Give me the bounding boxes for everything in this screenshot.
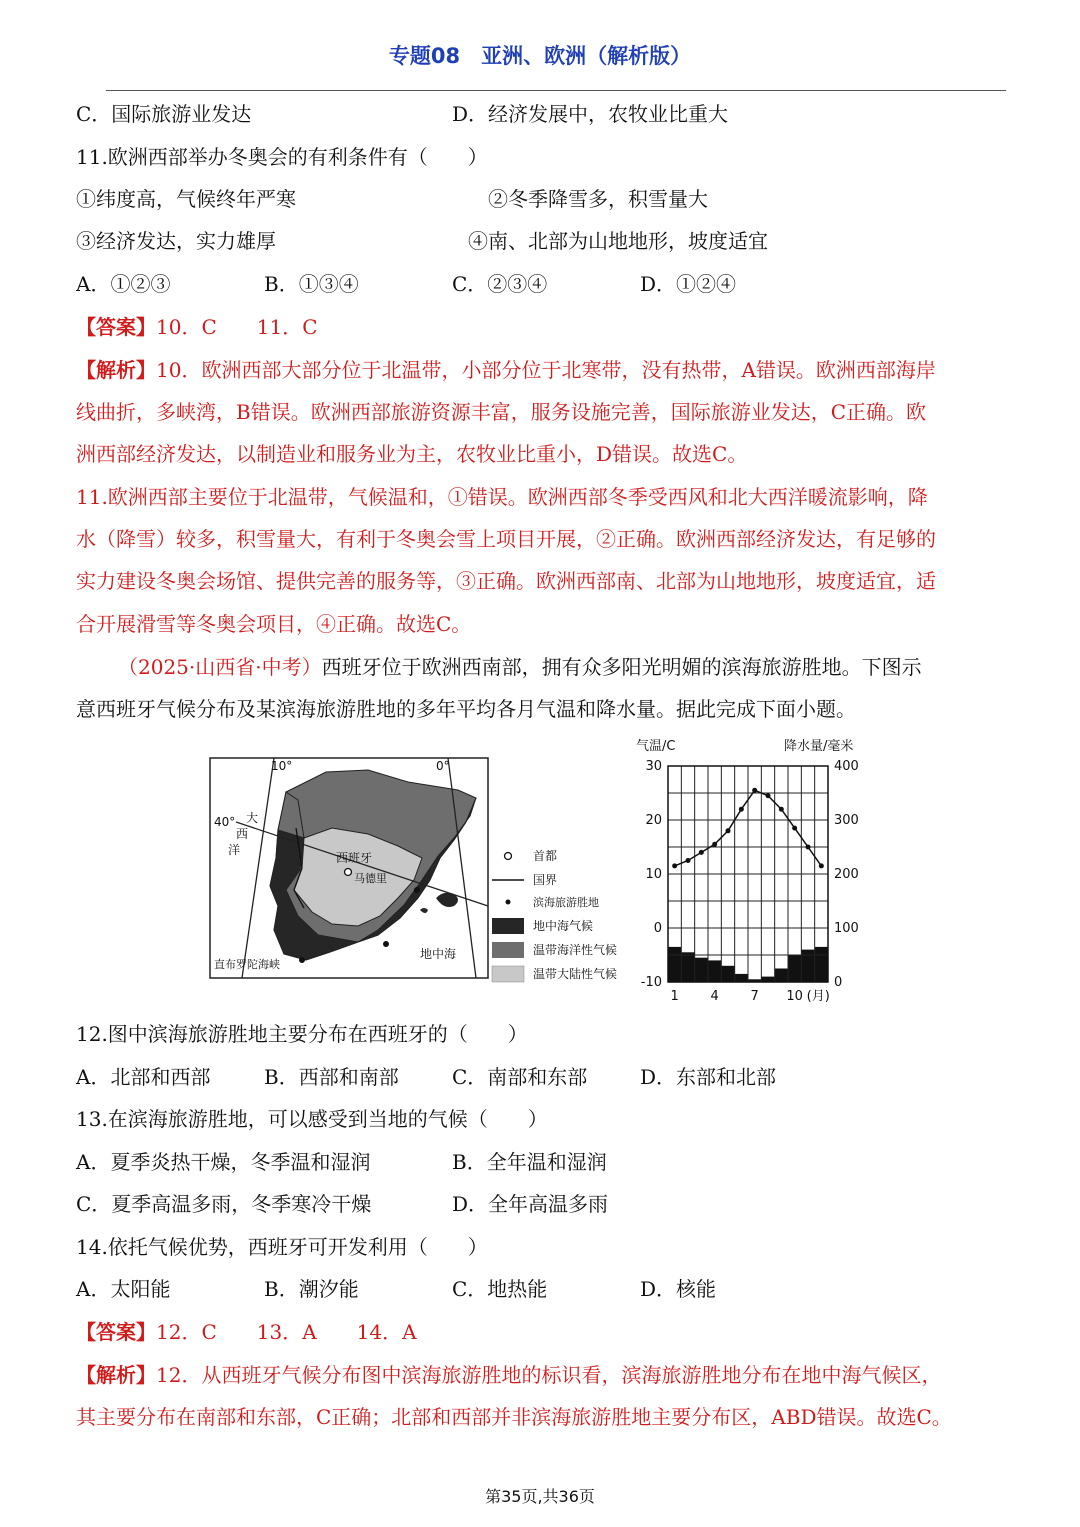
temperature-point: [699, 850, 704, 855]
temperature-point: [739, 807, 744, 812]
temperature-point: [779, 807, 784, 812]
explanation-line: 11.欧洲西部主要位于北温带，气候温和，①错误。欧洲西部冬季受西风和北大西洋暖流影响，降: [76, 485, 928, 509]
option-c: C．国际旅游业发达: [76, 102, 252, 126]
explanation-line: 其主要分布在南部和东部，C正确；北部和西部并非滨海旅游胜地主要分布区，ABD错误。故选C。: [76, 1405, 952, 1429]
option-b: B．①③④: [264, 272, 359, 296]
option-a: A．夏季炎热干燥，冬季温和湿润: [76, 1150, 371, 1174]
svg-text:首都: 首都: [533, 849, 558, 863]
option-a: A．北部和西部: [76, 1065, 211, 1089]
ocean-label: 西: [236, 827, 249, 841]
precip-bar: [761, 977, 774, 982]
explanation-label: 【解析】: [76, 358, 156, 382]
question-stem: 11.欧洲西部举办冬奥会的有利条件有（ ）: [76, 145, 488, 169]
x-tick: 10: [786, 989, 803, 1004]
explanation-line: 线曲折，多峡湾，B错误。欧洲西部旅游资源丰富，服务设施完善，国际旅游业发达，C正确。欧: [76, 400, 926, 424]
option-b: B．全年温和湿润: [452, 1150, 607, 1174]
y-left-tick: 30: [645, 759, 662, 774]
precip-bar: [815, 947, 828, 982]
option-c: C．夏季高温多雨，冬季寒冷干燥: [76, 1192, 372, 1216]
temperature-point: [726, 828, 731, 833]
precip-bar: [708, 960, 721, 982]
y-right-tick: 0: [834, 975, 843, 990]
answer-block: [76, 1319, 417, 1345]
precip-bar: [721, 966, 734, 982]
question-stem: 14.依托气候优势，西班牙可开发利用（ ）: [76, 1235, 488, 1259]
y-left-tick: 20: [645, 813, 662, 828]
option-d: D．东部和北部: [640, 1065, 777, 1089]
map-legend: [492, 848, 617, 982]
temperature-point: [752, 788, 757, 793]
x-tick: 1: [670, 989, 679, 1004]
precip-bar: [801, 950, 814, 982]
question-stem: 12.图中滨海旅游胜地主要分布在西班牙的（ ）: [76, 1022, 528, 1046]
resort-marker: [299, 957, 305, 963]
ocean-label: 洋: [228, 843, 241, 857]
resort-marker: [414, 887, 420, 893]
explanation-line: 【解析】10．欧洲西部大部分位于北温带，小部分位于北寒带，没有热带，A错误。欧洲西部海岸: [76, 358, 936, 382]
strait-label: 直布罗陀海峡: [214, 958, 280, 971]
option-a: A．①②③: [76, 272, 171, 296]
precip-bar: [695, 958, 708, 982]
option-a: A．太阳能: [76, 1277, 171, 1301]
precip-bar: [681, 952, 694, 982]
option-c: C．②③④: [452, 272, 548, 296]
option-d: D．①②④: [640, 272, 737, 296]
temperature-point: [806, 845, 811, 850]
precip-bar: [735, 974, 748, 982]
temperature-point: [792, 826, 797, 831]
y-right-tick: 300: [834, 813, 859, 828]
y-right-tick: 100: [834, 921, 859, 936]
statement-4: ④南、北部为山地地形，坡度适宜: [468, 229, 768, 253]
svg-text:滨海旅游胜地: 滨海旅游胜地: [533, 896, 599, 909]
explanation-line: 【解析】12．从西班牙气候分布图中滨海旅游胜地的标识看，滨海旅游胜地分布在地中海气候区，: [76, 1363, 942, 1387]
resort-marker: [383, 941, 389, 947]
precip-bar: [668, 947, 681, 982]
sea-label: 地中海: [420, 947, 457, 961]
answer-text: 10．C 11．C: [156, 315, 318, 339]
temperature-point: [686, 858, 691, 863]
svg-text:地中海气候: 地中海气候: [533, 919, 594, 933]
statement-1: ①纬度高，气候终年严寒: [76, 187, 296, 211]
temperature-point: [672, 863, 677, 868]
y-right-tick: 400: [834, 759, 859, 774]
lon-label-0: 0°: [436, 759, 450, 773]
precip-bar: [775, 969, 788, 983]
page-title: 专题08 亚洲、欧洲（解析版）: [388, 44, 692, 68]
svg-text:国界: 国界: [533, 873, 558, 887]
explanation-line: 洲西部经济发达，以制造业和服务业为主，农牧业比重小，D错误。故选C。: [76, 442, 748, 466]
figure: [208, 730, 868, 1010]
y-left-label: 气温/C: [636, 739, 676, 754]
capital-marker: [345, 869, 352, 876]
option-c: C．南部和东部: [452, 1065, 588, 1089]
option-b: B．西部和南部: [264, 1065, 399, 1089]
precip-bar: [788, 955, 801, 982]
option-d: D．全年高温多雨: [452, 1192, 609, 1216]
intro-line: 意西班牙气候分布及某滨海旅游胜地的多年平均各月气温和降水量。据此完成下面小题。: [76, 697, 856, 721]
climate-chart: [636, 738, 859, 1004]
intro-line: （2025·山西省·中考）西班牙位于欧洲西南部，拥有众多阳光明媚的滨海旅游胜地。下图示: [118, 655, 922, 679]
statement-3: ③经济发达，实力雄厚: [76, 229, 276, 253]
y-right-label: 降水量/毫米: [784, 739, 854, 754]
source-tag: （2025·山西省·中考）: [118, 655, 322, 679]
ocean-label: 大: [246, 811, 259, 825]
x-tick: 7: [750, 989, 759, 1004]
answer-label: 【答案】: [76, 315, 156, 339]
explanation-line: 实力建设冬奥会场馆、提供完善的服务等，③正确。欧洲西部南、北部为山地地形，坡度适宜，适: [76, 569, 936, 593]
y-left-tick: 0: [653, 921, 662, 936]
capital-label: 马德里: [354, 872, 387, 885]
explanation-line: 合开展滑雪等冬奥会项目，④正确。故选C。: [76, 612, 472, 636]
temperature-point: [712, 842, 717, 847]
temperature-point: [819, 863, 824, 868]
lon-label-10: 10°: [271, 759, 293, 773]
option-c: C．地热能: [452, 1277, 548, 1301]
header-divider: [106, 90, 1006, 91]
option-d: D．核能: [640, 1277, 717, 1301]
answer-label: 【答案】: [76, 1320, 156, 1344]
country-label: 西班牙: [336, 851, 373, 865]
option-b: B．潮汐能: [264, 1277, 359, 1301]
page-number: 第35页,共36页: [485, 1487, 595, 1506]
answer-text: 12．C 13．A 14．A: [156, 1320, 417, 1344]
x-unit-label: (月): [806, 989, 830, 1004]
svg-text:温带大陆性气候: 温带大陆性气候: [533, 967, 618, 981]
svg-text:温带海洋性气候: 温带海洋性气候: [533, 943, 618, 957]
spain-climate-map: [210, 758, 488, 978]
lat-label-40: 40°: [214, 815, 236, 829]
explanation-label: 【解析】: [76, 1363, 156, 1387]
y-right-tick: 200: [834, 867, 859, 882]
question-stem: 13.在滨海旅游胜地，可以感受到当地的气候（ ）: [76, 1107, 548, 1131]
temperature-point: [766, 793, 771, 798]
statement-2: ②冬季降雪多，积雪量大: [488, 187, 708, 211]
answer-block: [76, 314, 318, 340]
y-left-tick: 10: [645, 867, 662, 882]
option-d: D．经济发展中，农牧业比重大: [452, 102, 729, 126]
x-tick: 4: [710, 989, 719, 1004]
explanation-line: 水（降雪）较多，积雪量大，有利于冬奥会雪上项目开展，②正确。欧洲西部经济发达，有足够的: [76, 527, 936, 551]
y-left-tick: -10: [640, 975, 662, 990]
